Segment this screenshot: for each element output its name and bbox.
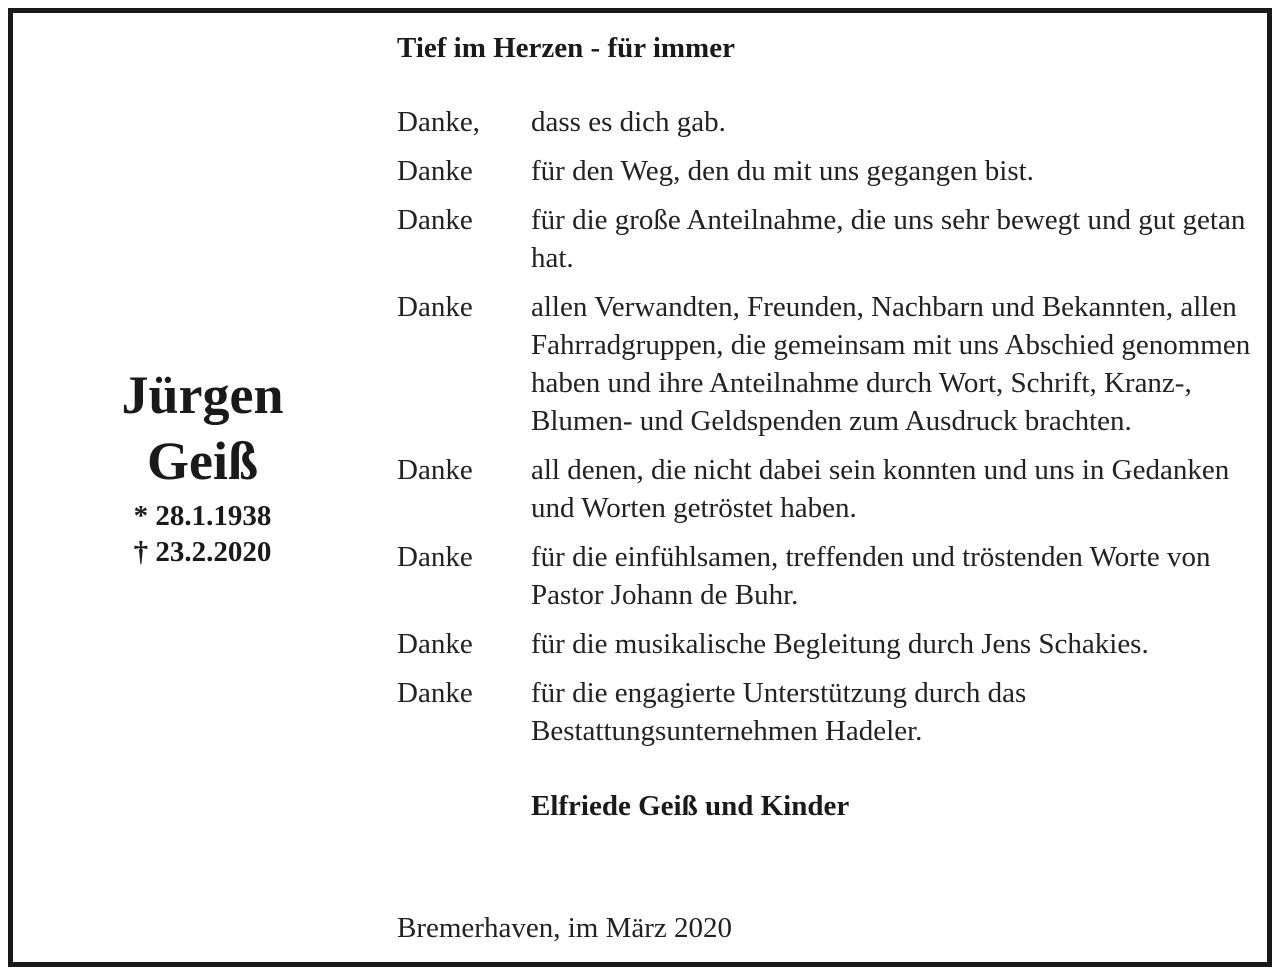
deceased-first-name: Jürgen: [121, 365, 284, 425]
thanks-text: für die große Anteilnahme, die uns sehr bewegt und gut getan hat.: [531, 204, 1246, 274]
thanks-label: Danke: [397, 204, 473, 236]
thanks-text: für die einfühlsamen, treffenden und tröstenden Worte von Pastor Johann de Buhr.: [531, 541, 1211, 611]
thanks-label: Danke: [397, 291, 473, 323]
thanks-row: [397, 288, 1257, 440]
deceased-last-name: Geiß: [146, 431, 258, 491]
thanks-row: [397, 538, 1257, 614]
thanks-label: Danke: [397, 628, 473, 660]
thanks-row: [397, 625, 1257, 663]
signature: Elfriede Geiß und Kinder: [531, 790, 850, 822]
thanks-label: Danke: [397, 155, 473, 187]
thanks-row: [397, 152, 1257, 190]
thanks-list: [397, 103, 1257, 750]
headline: Tief im Herzen - für immer: [397, 32, 735, 64]
thanks-text: allen Verwandten, Freunden, Nachbarn und Bekannten, allen Fahrradgruppen, die gemeinsam mit uns Abschied genommen haben und ihre Anteilnahme durch Wort, Schrift, Kranz-, Blumen- und Geldspenden zum Ausdruck brachten.: [531, 291, 1251, 437]
thanks-label: Danke,: [397, 106, 480, 138]
thanks-label: Danke: [397, 454, 473, 486]
thanks-row: [397, 103, 1257, 141]
thanks-row: [397, 451, 1257, 527]
thanks-text: für die musikalische Begleitung durch Jens Schakies.: [531, 628, 1149, 660]
birth-date: * 28.1.1938: [133, 500, 272, 532]
thanks-text: für den Weg, den du mit uns gegangen bist.: [531, 155, 1034, 187]
deceased-block: [60, 362, 345, 570]
thanks-row: [397, 674, 1257, 750]
place-date: Bremerhaven, im März 2020: [397, 912, 733, 944]
thanks-label: Danke: [397, 677, 473, 709]
thanks-text: dass es dich gab.: [531, 106, 726, 138]
thanks-text: all denen, die nicht dabei sein konnten und uns in Gedanken und Worten getröstet haben.: [531, 454, 1230, 524]
thanks-label: Danke: [397, 541, 473, 573]
thanks-row: [397, 201, 1257, 277]
thanks-text: für die engagierte Unterstützung durch das Bestattungsunternehmen Hadeler.: [531, 677, 1027, 747]
death-date: † 23.2.2020: [133, 536, 272, 568]
thanks-section: [397, 26, 1257, 825]
